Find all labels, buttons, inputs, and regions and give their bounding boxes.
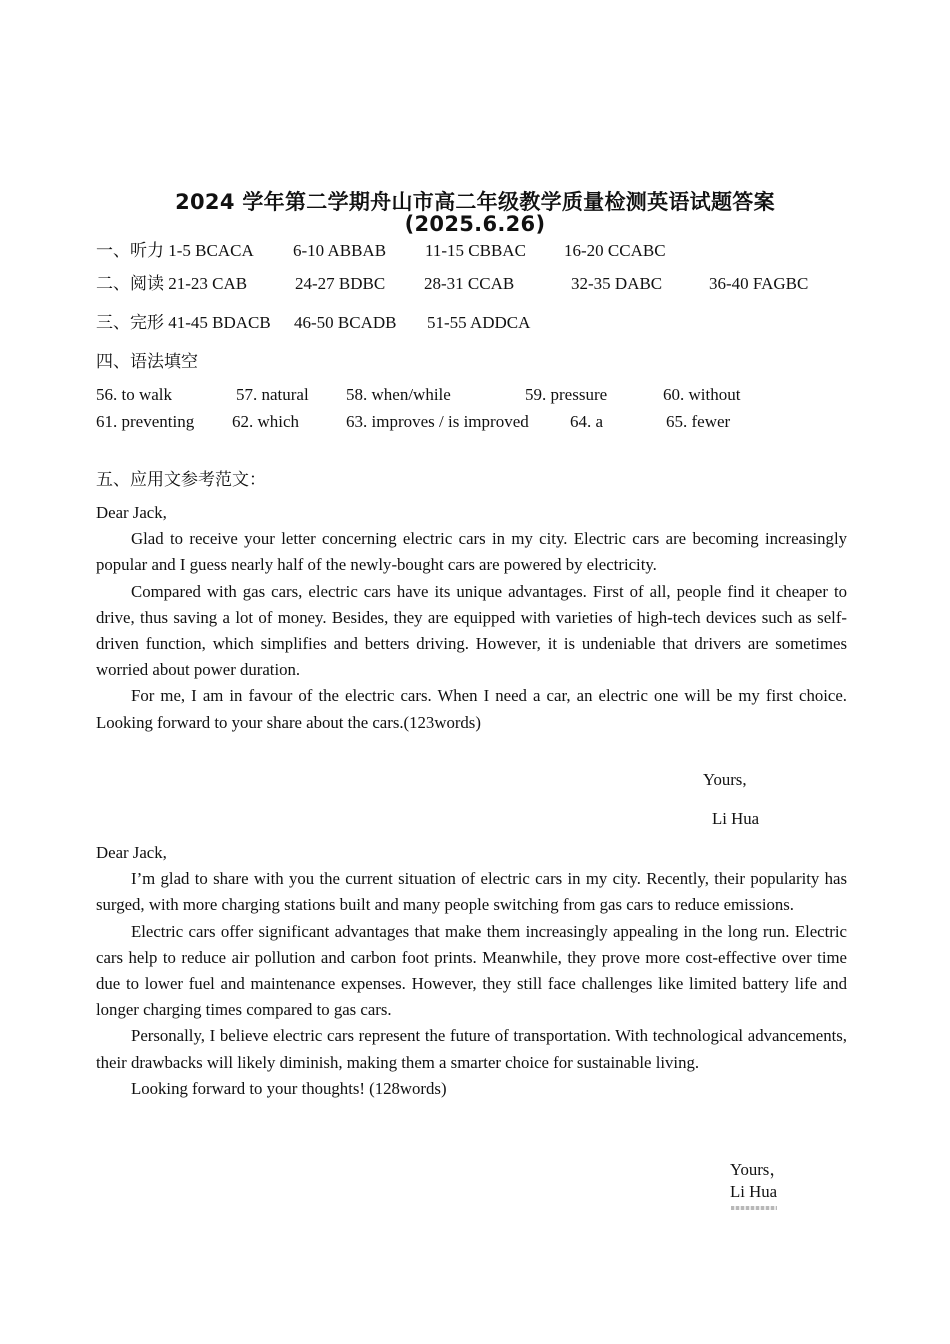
grammar-label: 四、语法填空 [96,352,198,371]
letter-paragraph: Compared with gas cars, electric cars have its unique advantages. First of all, people find it cheaper to drive, thus saving a lot of money. Besides, they are equipped with varieties of high-tech devices such as self-driven function, which simplifies and betters driving. However, it is undeniable that drivers are sometimes worried about power duration. [96,581,847,680]
answer-item: 65. fewer [666,412,731,431]
letter-paragraph: Electric cars offer significant advantages that make them increasingly appealing in the long run. Electric cars help to reduce air pollution and carbon foot prints. Meanwhile, they prove more cost-effective over time due to lower fuel and maintenance expenses. However, they still face challenges like limited battery life and longer charging times compared to gas cars. [96,921,847,1020]
writing-label: 五、应用文参考范文： [96,470,266,489]
letter-paragraph: Personally, I believe electric cars represent the future of transportation. With technological advancements, their drawbacks will likely diminish, making them a smarter choice for sustainable living. [96,1026,847,1072]
reading-label: 二、阅读 21-23 CAB [96,274,248,293]
letter-signature: Li Hua [730,1182,778,1201]
answer-item: 62. which [232,412,300,431]
letter-greeting: Dear Jack, [96,503,167,522]
letter-greeting: Dear Jack, [96,843,167,862]
document-date: (2025.6.26) [404,212,546,236]
answer-item: 59. pressure [525,385,608,404]
answer-item: 36-40 FAGBC [709,274,809,293]
answer-item: 58. when/while [346,385,451,404]
letter-closing: Yours， [730,1160,787,1179]
answer-item: 64. a [570,412,604,431]
answer-item: 46-50 BCADB [294,313,397,332]
scan-smudge [731,1206,777,1210]
answer-item: 24-27 BDBC [295,274,386,293]
letter-signature: Li Hua [712,809,760,828]
answer-item: 61. preventing [96,412,195,431]
answer-item: 60. without [663,385,741,404]
document-title: 2024 学年第二学期舟山市高二年级教学质量检测英语试题答案 [175,190,775,214]
answer-item: 11-15 CBBAC [425,241,526,260]
answer-item: 51-55 ADDCA [427,313,531,332]
letter-paragraph: Glad to receive your letter concerning electric cars in my city. Electric cars are becoming increasingly popular and I guess nearly half of the newly-bought cars are powered by electricity. [96,529,847,575]
sample-letter-1 [96,500,847,736]
letter-paragraph: For me, I am in favour of the electric cars. When I need a car, an electric one will be my first choice. Looking forward to your share about the cars.(123words) [96,686,847,732]
answer-item: 28-31 CCAB [424,274,515,293]
letter-closing: Yours, [703,770,747,789]
letter-paragraph: Looking forward to your thoughts! (128words) [131,1078,447,1098]
answer-item: 6-10 ABBAB [293,241,387,260]
answer-item: 32-35 DABC [571,274,663,293]
letter-paragraph: I’m glad to share with you the current situation of electric cars in my city. Recently, their popularity has surged, with more charging stations built and many people switching from gas cars to reduce emissions. [96,869,847,915]
answer-item: 56. to walk [96,385,173,404]
sample-letter-2 [96,840,847,1102]
listening-label: 一、听力 1-5 BCACA [96,241,254,260]
cloze-label: 三、完形 41-45 BDACB [96,313,271,332]
answer-item: 63. improves / is improved [346,412,529,431]
answer-item: 57. natural [236,385,309,404]
answer-item: 16-20 CCABC [564,241,666,260]
